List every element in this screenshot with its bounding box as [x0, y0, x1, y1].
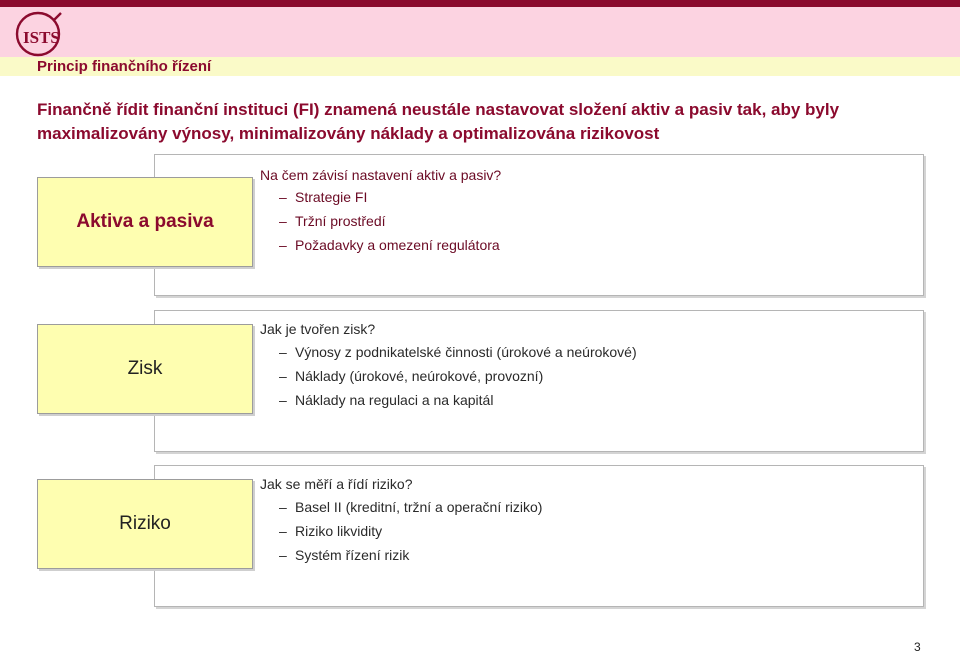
- question-risk: Jak se měří a řídí riziko?: [260, 476, 413, 492]
- dash-icon: –: [279, 523, 287, 539]
- dash-icon: –: [279, 344, 287, 360]
- item-text: Náklady na regulaci a na kapitál: [295, 392, 494, 408]
- list-item: [279, 543, 542, 567]
- item-text: Strategie FI: [295, 189, 368, 205]
- item-text: Riziko likvidity: [295, 523, 383, 539]
- list-item: [279, 519, 542, 543]
- ists-logo-icon: [14, 10, 66, 58]
- dash-icon: –: [279, 189, 287, 205]
- item-text: Basel II (kreditní, tržní a operační riziko): [295, 499, 543, 515]
- item-text: Tržní prostředí: [295, 213, 386, 229]
- list-item: [279, 364, 637, 388]
- dash-icon: –: [279, 547, 287, 563]
- question-assets-liabilities: Na čem závisí nastavení aktiv a pasiv?: [260, 167, 502, 183]
- dash-icon: –: [279, 499, 287, 515]
- list-item: [279, 209, 500, 233]
- item-text: Systém řízení rizik: [295, 547, 410, 563]
- label-profit: Zisk: [37, 324, 253, 414]
- dash-icon: –: [279, 213, 287, 229]
- label-assets-liabilities: Aktiva a pasiva: [37, 177, 253, 267]
- dash-icon: –: [279, 237, 287, 253]
- top-bar: [0, 0, 960, 7]
- list-risk: [279, 495, 542, 567]
- list-profit: [279, 340, 637, 412]
- list-item: [279, 340, 637, 364]
- list-item: [279, 388, 637, 412]
- list-assets-liabilities: [279, 185, 500, 257]
- item-text: Náklady (úrokové, neúrokové, provozní): [295, 368, 544, 384]
- list-item: [279, 495, 542, 519]
- item-text: Výnosy z podnikatelské činnosti (úrokové a neúrokové): [295, 344, 637, 360]
- header-band: [0, 7, 960, 57]
- headline: Finančně řídit finanční instituci (FI) znamená neustále nastavovat složení aktiv a pasiv tak, aby byly maximalizovány výnosy, minimalizovány náklady a optimalizována rizikovost: [37, 100, 840, 143]
- dash-icon: –: [279, 368, 287, 384]
- label-risk: Riziko: [37, 479, 253, 569]
- logo-letters: ISTS: [23, 28, 60, 47]
- dash-icon: –: [279, 392, 287, 408]
- list-item: [279, 233, 500, 257]
- item-text: Požadavky a omezení regulátora: [295, 237, 500, 253]
- question-profit: Jak je tvořen zisk?: [260, 321, 376, 337]
- page-number: 3: [914, 640, 921, 654]
- list-item: [279, 185, 500, 209]
- section-title: Princip finančního řízení: [37, 58, 212, 75]
